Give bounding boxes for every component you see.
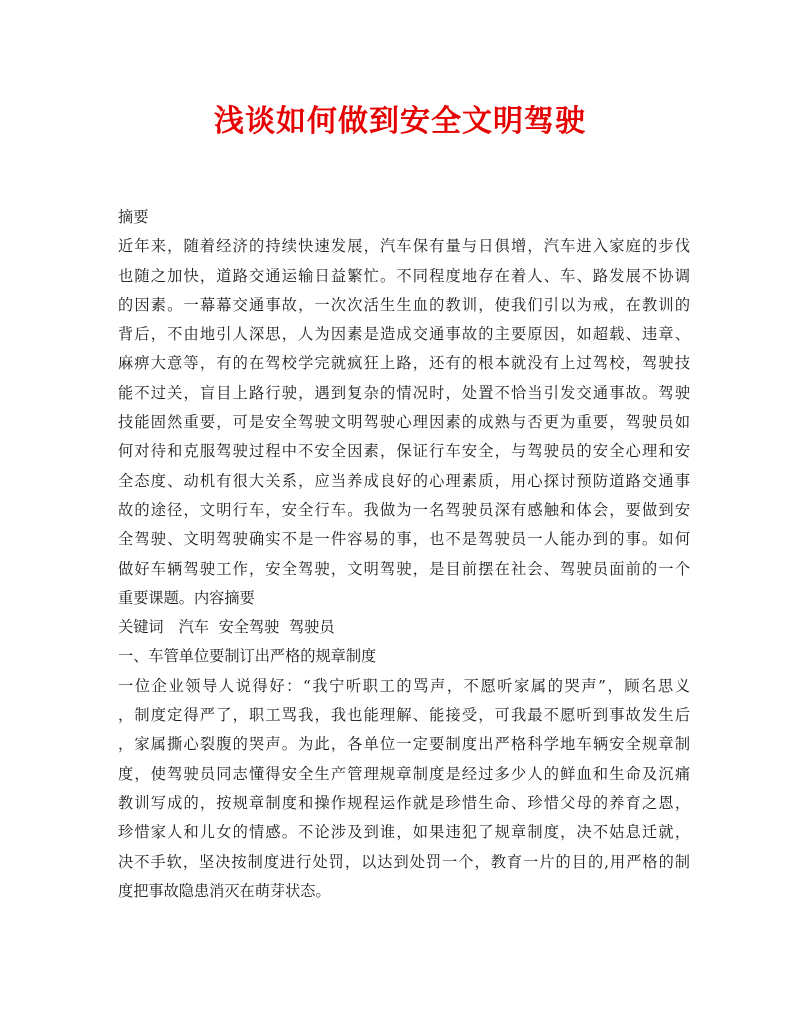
document-body <box>118 203 690 906</box>
abstract-line: 近年来，随着经济的持续快速发展，汽车保有量与日俱增，汽车进入家庭的步伐 <box>118 237 690 256</box>
abstract-heading: 摘要 <box>118 208 149 226</box>
abstract-line: 能不过关，盲目上路行驶，遇到复杂的情况时，处置不恰当引发交通事故。驾驶 <box>118 383 690 402</box>
section-line: 度，使驾驶员同志懂得安全生产管理规章制度是经过多少人的鲜血和生命及沉痛 <box>118 764 690 783</box>
abstract-line: 全态度、动机有很大关系，应当养成良好的心理素质，用心探讨预防道路交通事 <box>118 471 690 490</box>
abstract-line: 做好车辆驾驶工作，安全驾驶，文明驾驶，是目前摆在社会、驾驶员面前的一个 <box>118 559 690 578</box>
section-line: 决不手软，坚决按制度进行处罚，以达到处罚一个，教育一片的目的,用严格的制 <box>118 852 690 871</box>
keywords-line <box>118 613 690 642</box>
section-line: 教训写成的，按规章制度和操作规程运作就是珍惜生命、珍惜父母的养育之恩， <box>118 793 690 812</box>
abstract-line: 背后，不由地引人深思，人为因素是造成交通事故的主要原因，如超载、违章、 <box>118 325 690 344</box>
section-line: 度把事故隐患消灭在萌芽状态。 <box>118 881 331 900</box>
abstract-line: 何对待和克服驾驶过程中不安全因素，保证行车安全，与驾驶员的安全心理和安 <box>118 442 690 461</box>
section-line: 珍惜家人和儿女的情感。不论涉及到谁，如果违犯了规章制度，决不姑息迁就， <box>118 823 690 842</box>
section-line: ，家属撕心裂腹的哭声。为此，各单位一定要制度出严格科学地车辆安全规章制 <box>118 735 690 754</box>
section-line: 一位企业领导人说得好：“我宁听职工的骂声，不愿听家属的哭声”，顾名思义 <box>118 676 690 695</box>
keywords-list: 汽车 安全驾驶 驾驶员 <box>178 618 335 637</box>
abstract-line: 故的途径，文明行车，安全行车。我做为一名驾驶员深有感触和体会，要做到安 <box>118 500 690 519</box>
abstract-line: 麻痹大意等，有的在驾校学完就疯狂上路，还有的根本就没有上过驾校，驾驶技 <box>118 354 690 373</box>
section-heading: 一、车管单位要制订出严格的规章制度 <box>118 647 377 666</box>
abstract-line: 全驾驶、文明驾驶确实不是一件容易的事，也不是驾驶员一人能办到的事。如何 <box>118 530 690 549</box>
section-line: ，制度定得严了，职工骂我，我也能理解、能接受，可我最不愿听到事故发生后 <box>118 706 690 725</box>
keywords-label: 关键词 <box>118 618 164 637</box>
document-title: 浅谈如何做到安全文明驾驶 <box>214 104 586 139</box>
abstract-line: 的因素。一幕幕交通事故，一次次活生生血的教训，使我们引以为戒，在教训的 <box>118 295 690 314</box>
abstract-line: 技能固然重要，可是安全驾驶文明驾驶心理因素的成熟与否更为重要，驾驶员如 <box>118 413 690 432</box>
abstract-line: 重要课题。内容摘要 <box>118 588 255 607</box>
abstract-line: 也随之加快，道路交通运输日益繁忙。不同程度地存在着人、车、路发展不协调 <box>118 266 690 285</box>
